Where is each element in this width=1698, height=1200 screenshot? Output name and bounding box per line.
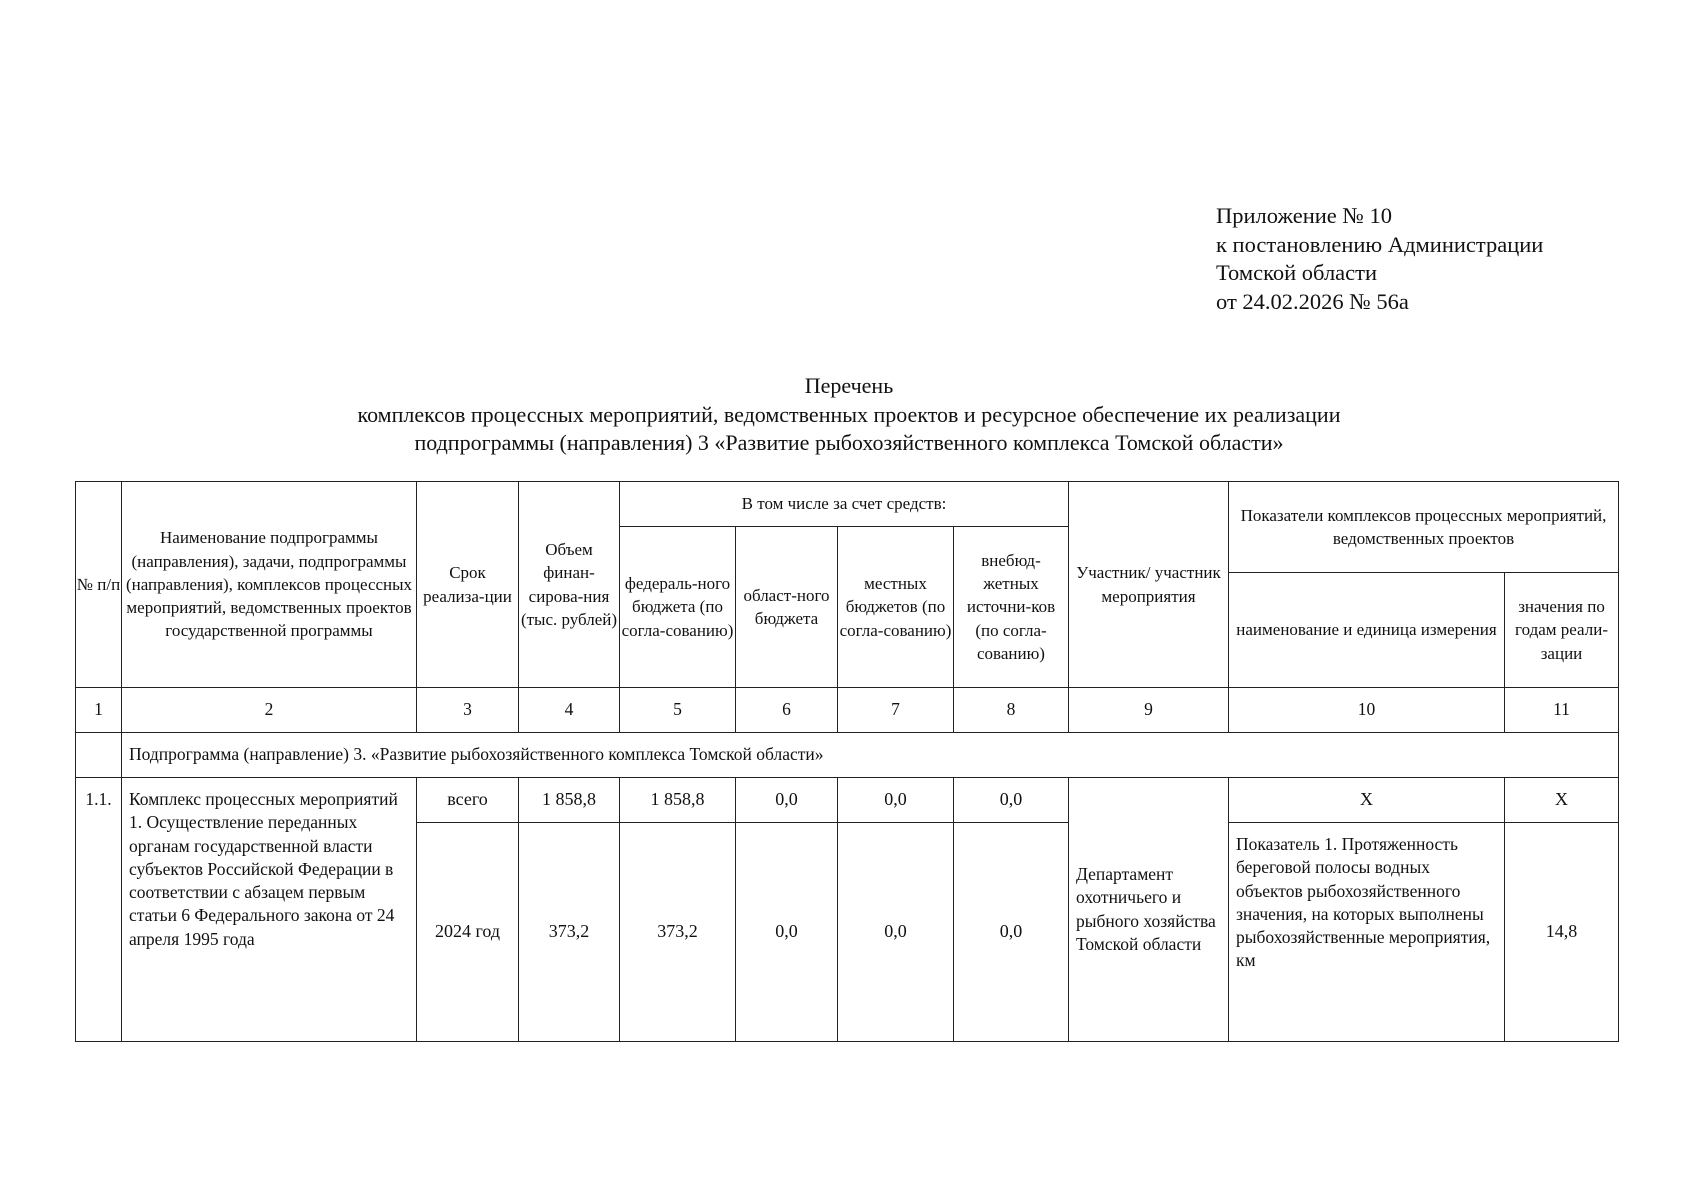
header-federal: федераль-ного бюджета (по согла-сованию) <box>620 527 736 688</box>
year-term: 2024 год <box>417 823 519 1042</box>
title-line-1: Перечень <box>804 373 894 398</box>
resource-table <box>75 481 1619 1042</box>
total-row <box>76 778 1619 823</box>
column-number: 11 <box>1505 688 1619 733</box>
column-number: 1 <box>76 688 122 733</box>
appendix-line-2: к постановлению Администрации <box>1216 231 1544 257</box>
header-volume: Объем финан-сирова-ния (тыс. рублей) <box>519 482 620 688</box>
column-number: 9 <box>1069 688 1229 733</box>
column-number: 5 <box>620 688 736 733</box>
total-regional: 0,0 <box>736 778 838 823</box>
subprogram-row <box>76 733 1619 778</box>
indicator-name: Показатель 1. Протяженность береговой полосы водных объектов рыбохозяйственного значения, на которых выполнены рыбохозяйственные мероприятия, км <box>1229 823 1505 1042</box>
subprogram-index-cell <box>76 733 122 778</box>
header-indicator-values: значения по годам реали-зации <box>1505 573 1619 688</box>
subprogram-title: Подпрограмма (направление) 3. «Развитие рыбохозяйственного комплекса Томской области» <box>122 733 1619 778</box>
header-name: Наименование подпрограммы (направления), задачи, подпрограммы (направления), комплексов процессных мероприятий, ведомственных проектов государственной программы <box>122 482 417 688</box>
header-extrabudget: внебюд-жетных источни-ков (по согла-сованию) <box>954 527 1069 688</box>
complex-name: Комплекс процессных мероприятий 1. Осуществление переданных органам государственной власти субъектов Российской Федерации в соответствии с абзацем первым статьи 6 Федерального закона от 24 апреля 1995 года <box>122 778 417 1042</box>
year-regional: 0,0 <box>736 823 838 1042</box>
year-local: 0,0 <box>838 823 954 1042</box>
total-extrabudget: 0,0 <box>954 778 1069 823</box>
header-local: местных бюджетов (по согла-сованию) <box>838 527 954 688</box>
row-index: 1.1. <box>76 778 122 1042</box>
year-extrabudget: 0,0 <box>954 823 1069 1042</box>
total-local: 0,0 <box>838 778 954 823</box>
appendix-line-4: от 24.02.2026 № 56а <box>1216 288 1409 314</box>
column-number: 2 <box>122 688 417 733</box>
column-number: 3 <box>417 688 519 733</box>
total-term: всего <box>417 778 519 823</box>
document-title <box>0 372 1698 458</box>
header-term: Срок реализа-ции <box>417 482 519 688</box>
participant-name: Департамент охотничьего и рыбного хозяйства Томской области <box>1069 778 1229 1042</box>
total-volume: 1 858,8 <box>519 778 620 823</box>
column-number: 8 <box>954 688 1069 733</box>
appendix-line-1: Приложение № 10 <box>1216 203 1392 228</box>
column-number: 4 <box>519 688 620 733</box>
header-including: В том числе за счет средств: <box>620 482 1069 527</box>
indicator-value: 14,8 <box>1505 823 1619 1042</box>
header-num: № п/п <box>76 482 122 688</box>
column-number-row <box>76 688 1619 733</box>
appendix-block <box>1216 202 1543 316</box>
column-number: 7 <box>838 688 954 733</box>
title-line-2: комплексов процессных мероприятий, ведомственных проектов и ресурсное обеспечение их реализации <box>357 401 1341 427</box>
appendix-line-3: Томской области <box>1216 260 1378 285</box>
column-number: 6 <box>736 688 838 733</box>
total-federal: 1 858,8 <box>620 778 736 823</box>
year-volume: 373,2 <box>519 823 620 1042</box>
total-indicator-value: X <box>1505 778 1619 823</box>
title-line-3: подпрограммы (направления) 3 «Развитие рыбохозяйственного комплекса Томской области» <box>414 430 1284 455</box>
header-participant: Участник/ участник мероприятия <box>1069 482 1229 688</box>
header-indicators: Показатели комплексов процессных мероприятий, ведомственных проектов <box>1229 482 1619 573</box>
total-indicator-name: X <box>1229 778 1505 823</box>
header-regional: област-ного бюджета <box>736 527 838 688</box>
header-indicator-name: наименование и единица измерения <box>1229 573 1505 688</box>
column-number: 10 <box>1229 688 1505 733</box>
year-federal: 373,2 <box>620 823 736 1042</box>
